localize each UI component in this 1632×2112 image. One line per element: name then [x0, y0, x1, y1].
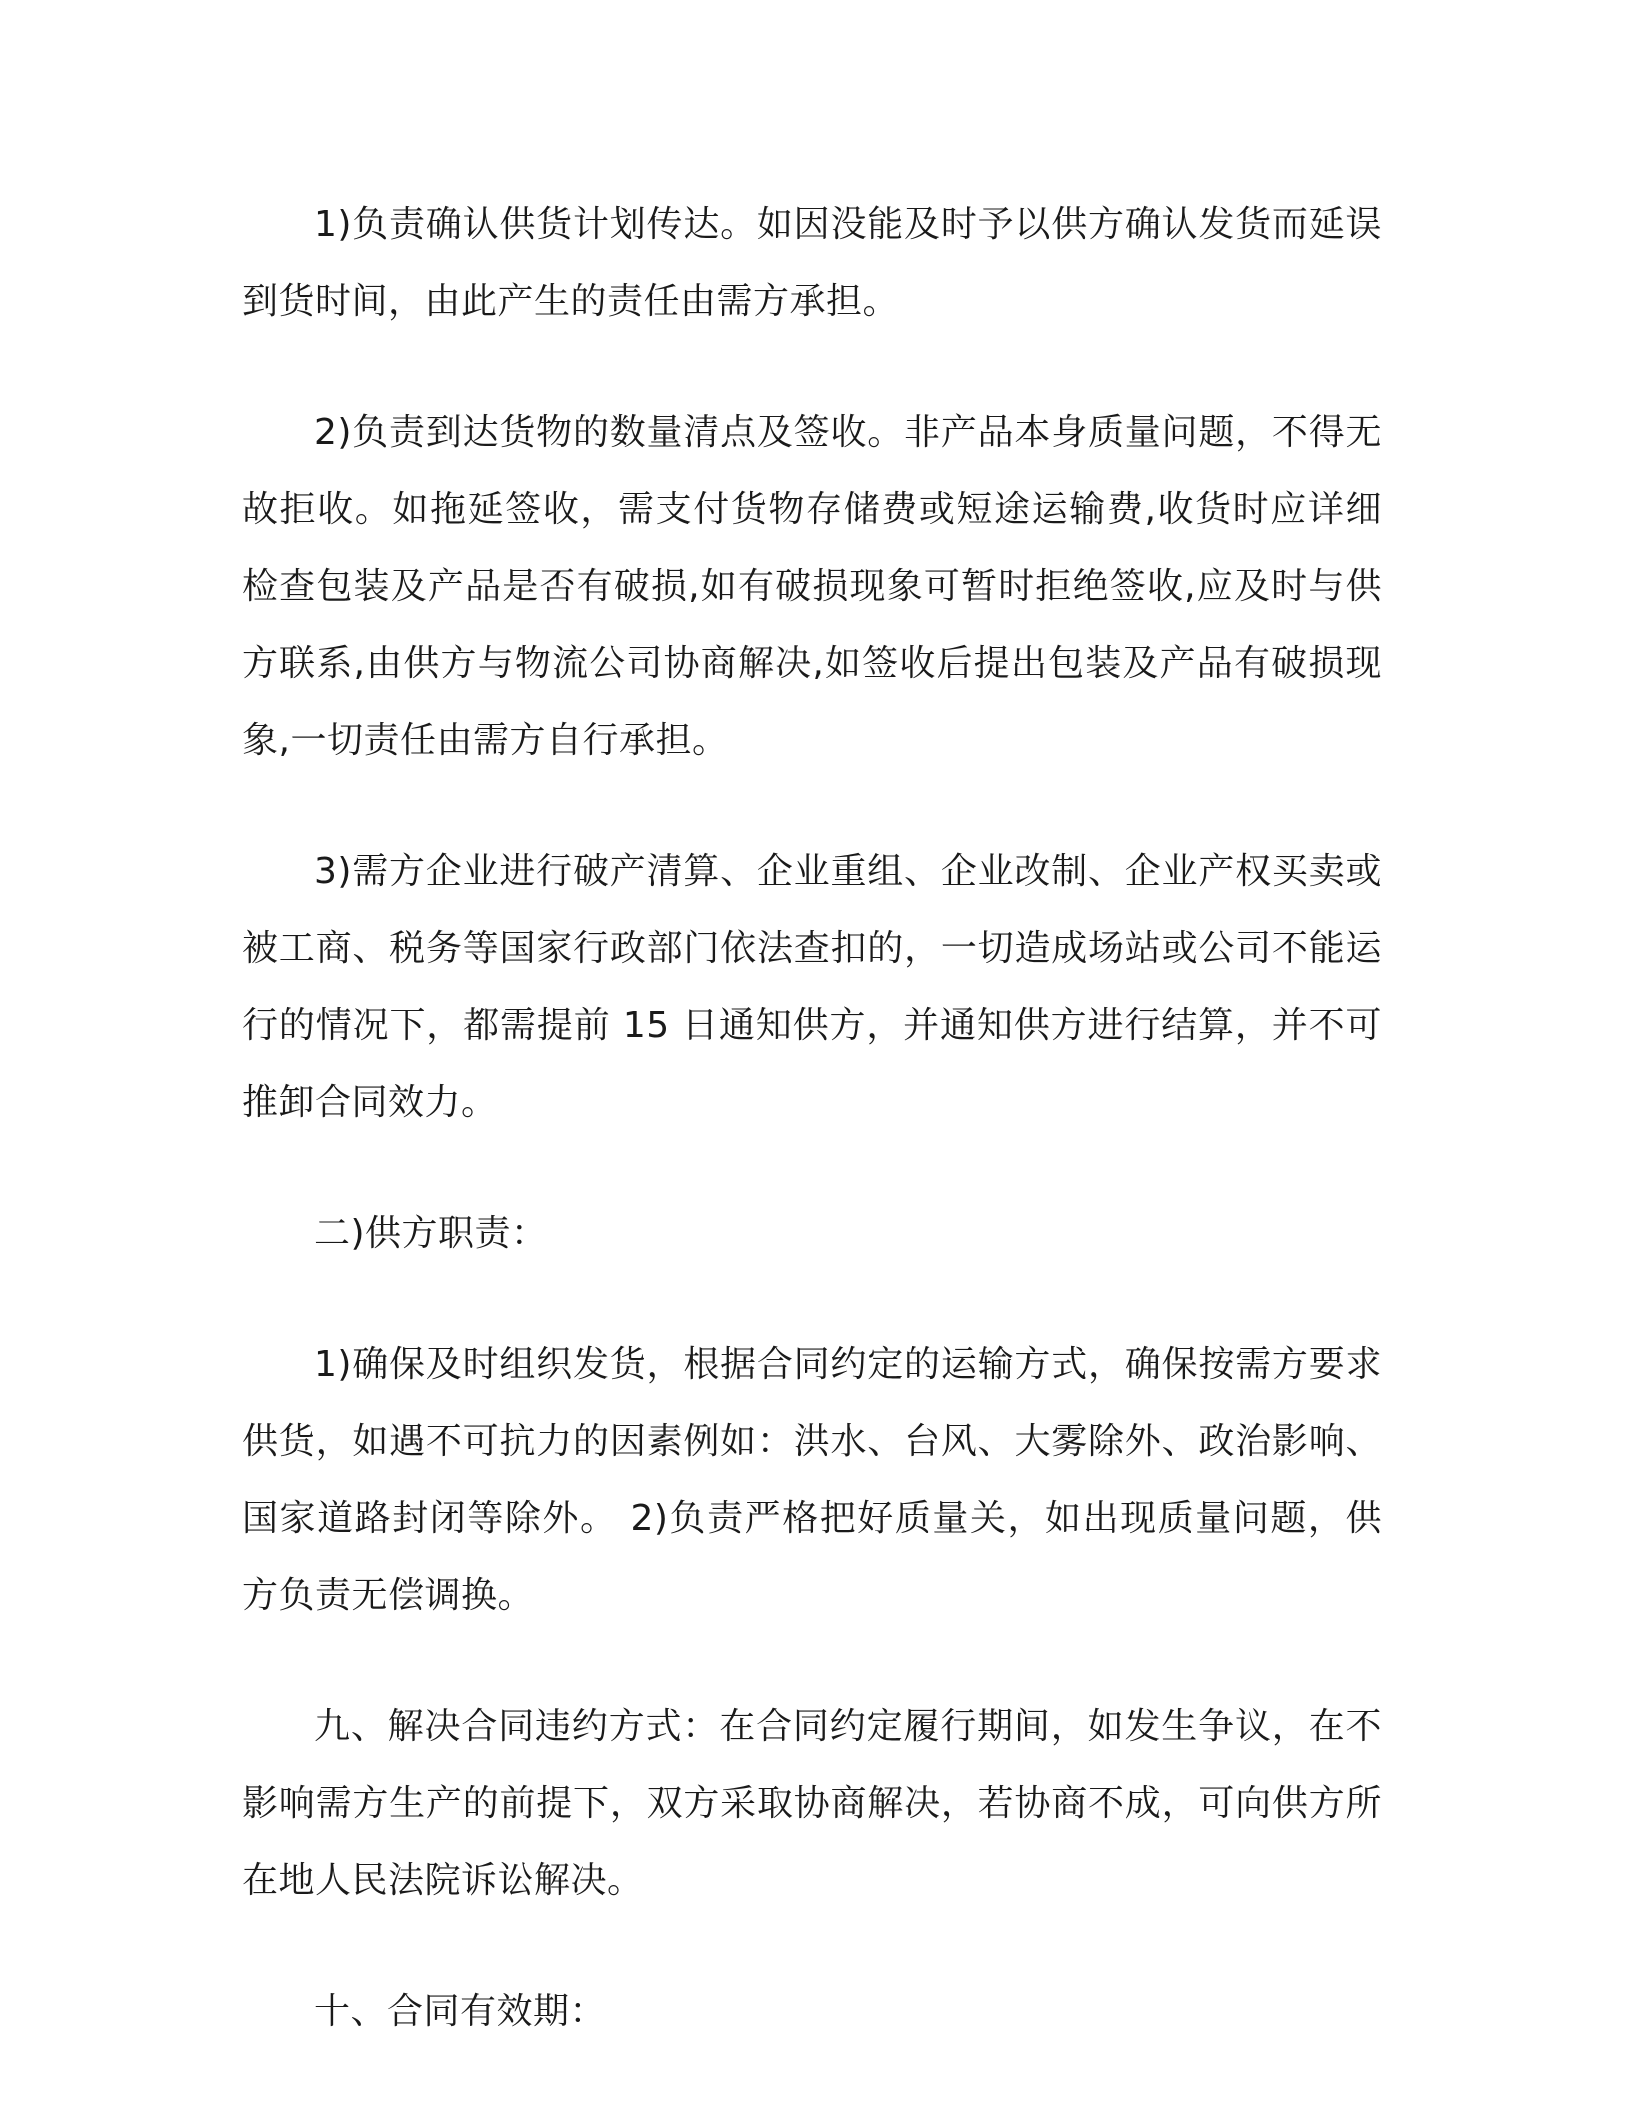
paragraph-demand-confirm-plan: 1)负责确认供货计划传达。如因没能及时予以供方确认发货而延误到货时间，由此产生的责任由需方承担。 — [242, 204, 1382, 322]
paragraph-dispute-resolution: 九、解决合同违约方式：在合同约定履行期间，如发生争议，在不影响需方生产的前提下，双方采取协商解决，若协商不成，可向供方所在地人民法院诉讼解决。 — [242, 1706, 1382, 1901]
section-heading-supplier-duties: 二)供方职责： — [314, 1213, 548, 1254]
section-heading-contract-validity: 十、合同有效期： — [314, 1991, 607, 2032]
paragraph-demand-receipt: 2)负责到达货物的数量清点及签收。非产品本身质量问题，不得无故拒收。如拖延签收，需支付货物存储费或短途运输费,收货时应详细检查包装及产品是否有破损,如有破损现象可暂时拒绝签收,应及时与供方联系,由供方与物流公司协商解决,如签收后提出包装及产品有破损现象,一切责任由需方自行承担。 — [242, 412, 1382, 761]
paragraph-demand-bankruptcy: 3)需方企业进行破产清算、企业重组、企业改制、企业产权买卖或被工商、税务等国家行政部门依法查扣的，一切造成场站或公司不能运行的情况下，都需提前 15 日通知供方，并通知供方进行结算，并不可推卸合同效力。 — [242, 851, 1382, 1123]
document-page — [242, 186, 1382, 2050]
paragraph-supplier-delivery-quality: 1)确保及时组织发货，根据合同约定的运输方式，确保按需方要求供货，如遇不可抗力的因素例如：洪水、台风、大雾除外、政治影响、国家道路封闭等除外。 2)负责严格把好质量关，如出现质量问题，供方负责无偿调换。 — [242, 1344, 1382, 1616]
